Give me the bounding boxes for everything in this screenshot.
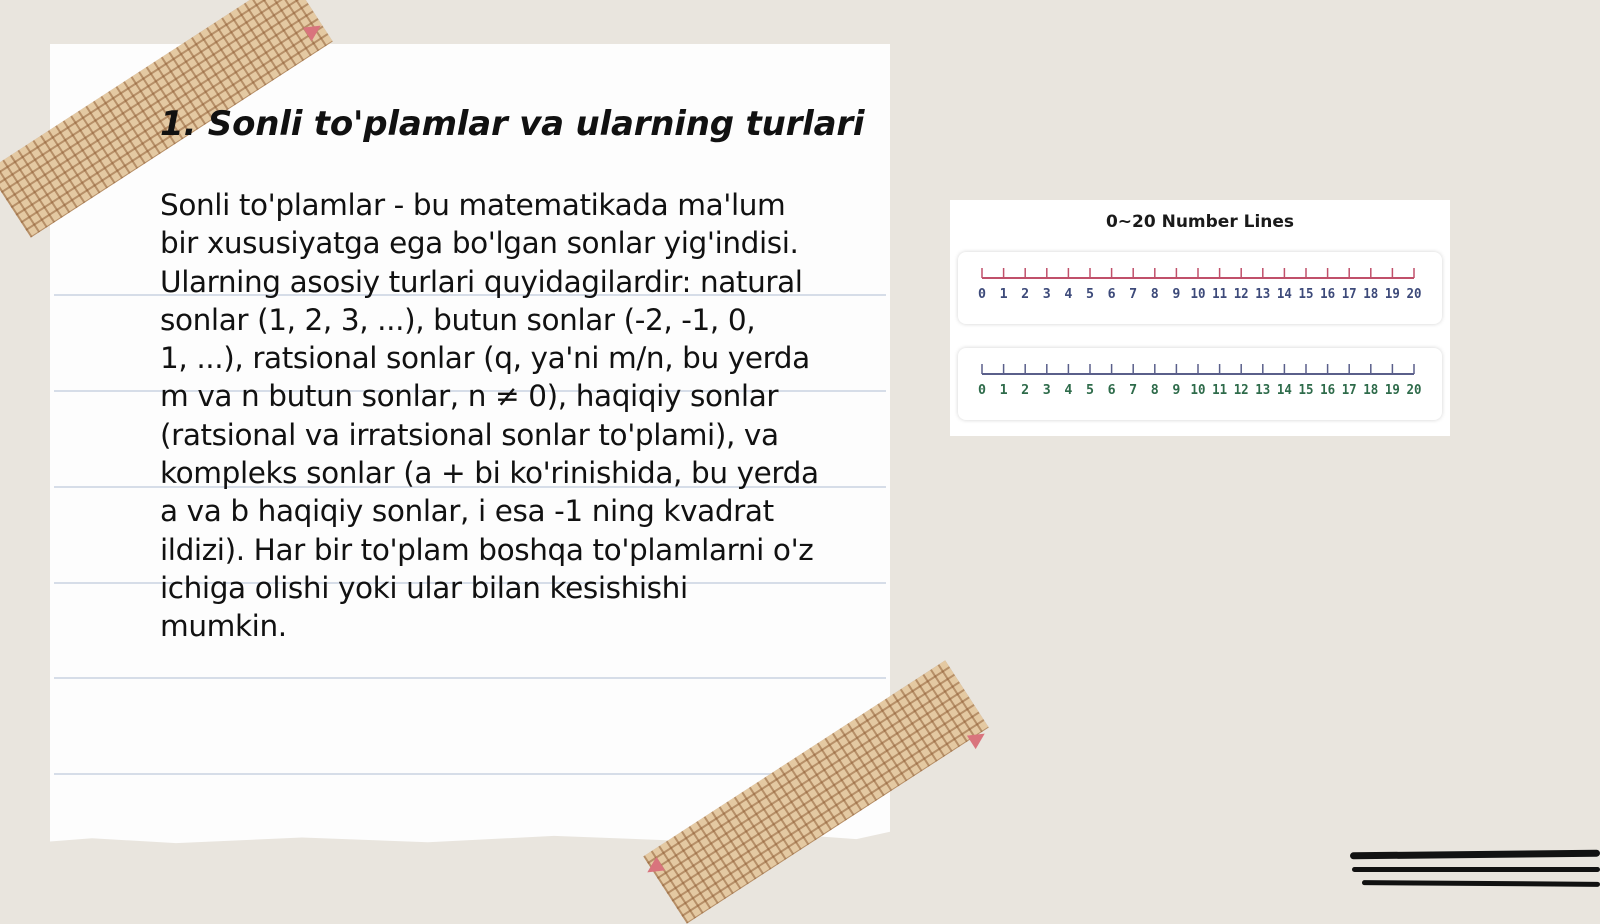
number-line-label: 8: [1150, 287, 1159, 302]
number-line-label: 13: [1255, 383, 1271, 398]
number-line-label: 0: [978, 383, 987, 398]
number-line-label: 1: [999, 383, 1008, 398]
number-line-label: 16: [1320, 383, 1336, 398]
number-line-label: 4: [1064, 383, 1073, 398]
number-line-label: 17: [1341, 383, 1357, 398]
brush-stroke: [1362, 880, 1600, 887]
body-line: m va n butun sonlar, n ≠ 0), haqiqiy sonlar: [160, 379, 779, 414]
number-line-label: 11: [1212, 383, 1228, 398]
slide-title: 1. Sonli to'plamlar va ularning turlari: [160, 104, 865, 144]
body-line: Ularning asosiy turlari quyidagilardir: natural: [160, 264, 803, 299]
body-line: ildizi). Har bir to'plam boshqa to'plamlarni o'z: [160, 532, 814, 567]
number-line-label: 11: [1212, 287, 1228, 302]
body-line: (ratsional va irratsional sonlar to'plami), va: [160, 417, 779, 452]
body-line: sonlar (1, 2, 3, ...), butun sonlar (-2, -1, 0,: [160, 302, 756, 337]
brush-stroke: [1352, 867, 1600, 872]
number-line-image: [950, 200, 1450, 436]
number-line-svg-1: [958, 252, 1442, 324]
number-line-label: 18: [1363, 383, 1379, 398]
number-line-label: 7: [1129, 383, 1138, 398]
number-line-label: 15: [1298, 287, 1314, 302]
number-line-label: 18: [1363, 287, 1379, 302]
number-line-strip-1: [958, 252, 1442, 324]
number-line-label: 7: [1129, 287, 1138, 302]
number-line-label: 0: [978, 287, 987, 302]
body-line: kompleks sonlar (a + bi ko'rinishida, bu yerda: [160, 456, 819, 491]
body-line: 1, ...), ratsional sonlar (q, ya'ni m/n, bu yerda: [160, 341, 810, 376]
number-line-label: 20: [1406, 287, 1422, 302]
number-line-label: 12: [1233, 287, 1249, 302]
number-line-label: 1: [999, 287, 1008, 302]
number-line-label: 9: [1172, 383, 1181, 398]
number-line-label: 15: [1298, 383, 1314, 398]
body-line: mumkin.: [160, 609, 287, 644]
number-line-label: 20: [1406, 383, 1422, 398]
number-line-label: 9: [1172, 287, 1181, 302]
paper-rule: [54, 773, 886, 775]
number-line-label: 2: [1021, 383, 1030, 398]
number-line-label: 2: [1021, 287, 1030, 302]
number-line-label: 6: [1107, 287, 1116, 302]
number-line-title: 0~20 Number Lines: [1105, 212, 1295, 232]
body-line: bir xususiyatga ega bo'lgan sonlar yig'indisi.: [160, 226, 799, 261]
number-line-label: 5: [1086, 287, 1094, 302]
number-line-label: 13: [1255, 287, 1271, 302]
number-line-label: 14: [1276, 287, 1293, 302]
number-line-label: 10: [1190, 383, 1206, 398]
number-line-label: 3: [1042, 383, 1051, 398]
number-line-label: 3: [1042, 287, 1051, 302]
number-line-label: 8: [1150, 383, 1159, 398]
body-line: Sonli to'plamlar - bu matematikada ma'lum: [160, 188, 786, 222]
number-line-label: 4: [1064, 287, 1073, 302]
number-line-label: 19: [1384, 383, 1400, 398]
brush-stroke: [1350, 850, 1600, 860]
number-line-label: 5: [1086, 383, 1094, 398]
number-line-svg-2: [958, 348, 1442, 420]
body-line: a va b haqiqiy sonlar, i esa -1 ning kvadrat: [160, 494, 774, 529]
number-line-label: 12: [1233, 383, 1249, 398]
number-line-label: 17: [1341, 287, 1357, 302]
number-line-label: 14: [1276, 383, 1293, 398]
number-line-label: 16: [1320, 287, 1336, 302]
paper-rule: [54, 677, 886, 679]
body-line: ichiga olishi yoki ular bilan kesishishi: [160, 570, 688, 605]
number-line-label: 19: [1384, 287, 1400, 302]
number-line-label: 10: [1190, 287, 1206, 302]
slide-body: [160, 186, 850, 646]
number-line-strip-2: [958, 348, 1442, 420]
number-line-label: 6: [1107, 383, 1116, 398]
